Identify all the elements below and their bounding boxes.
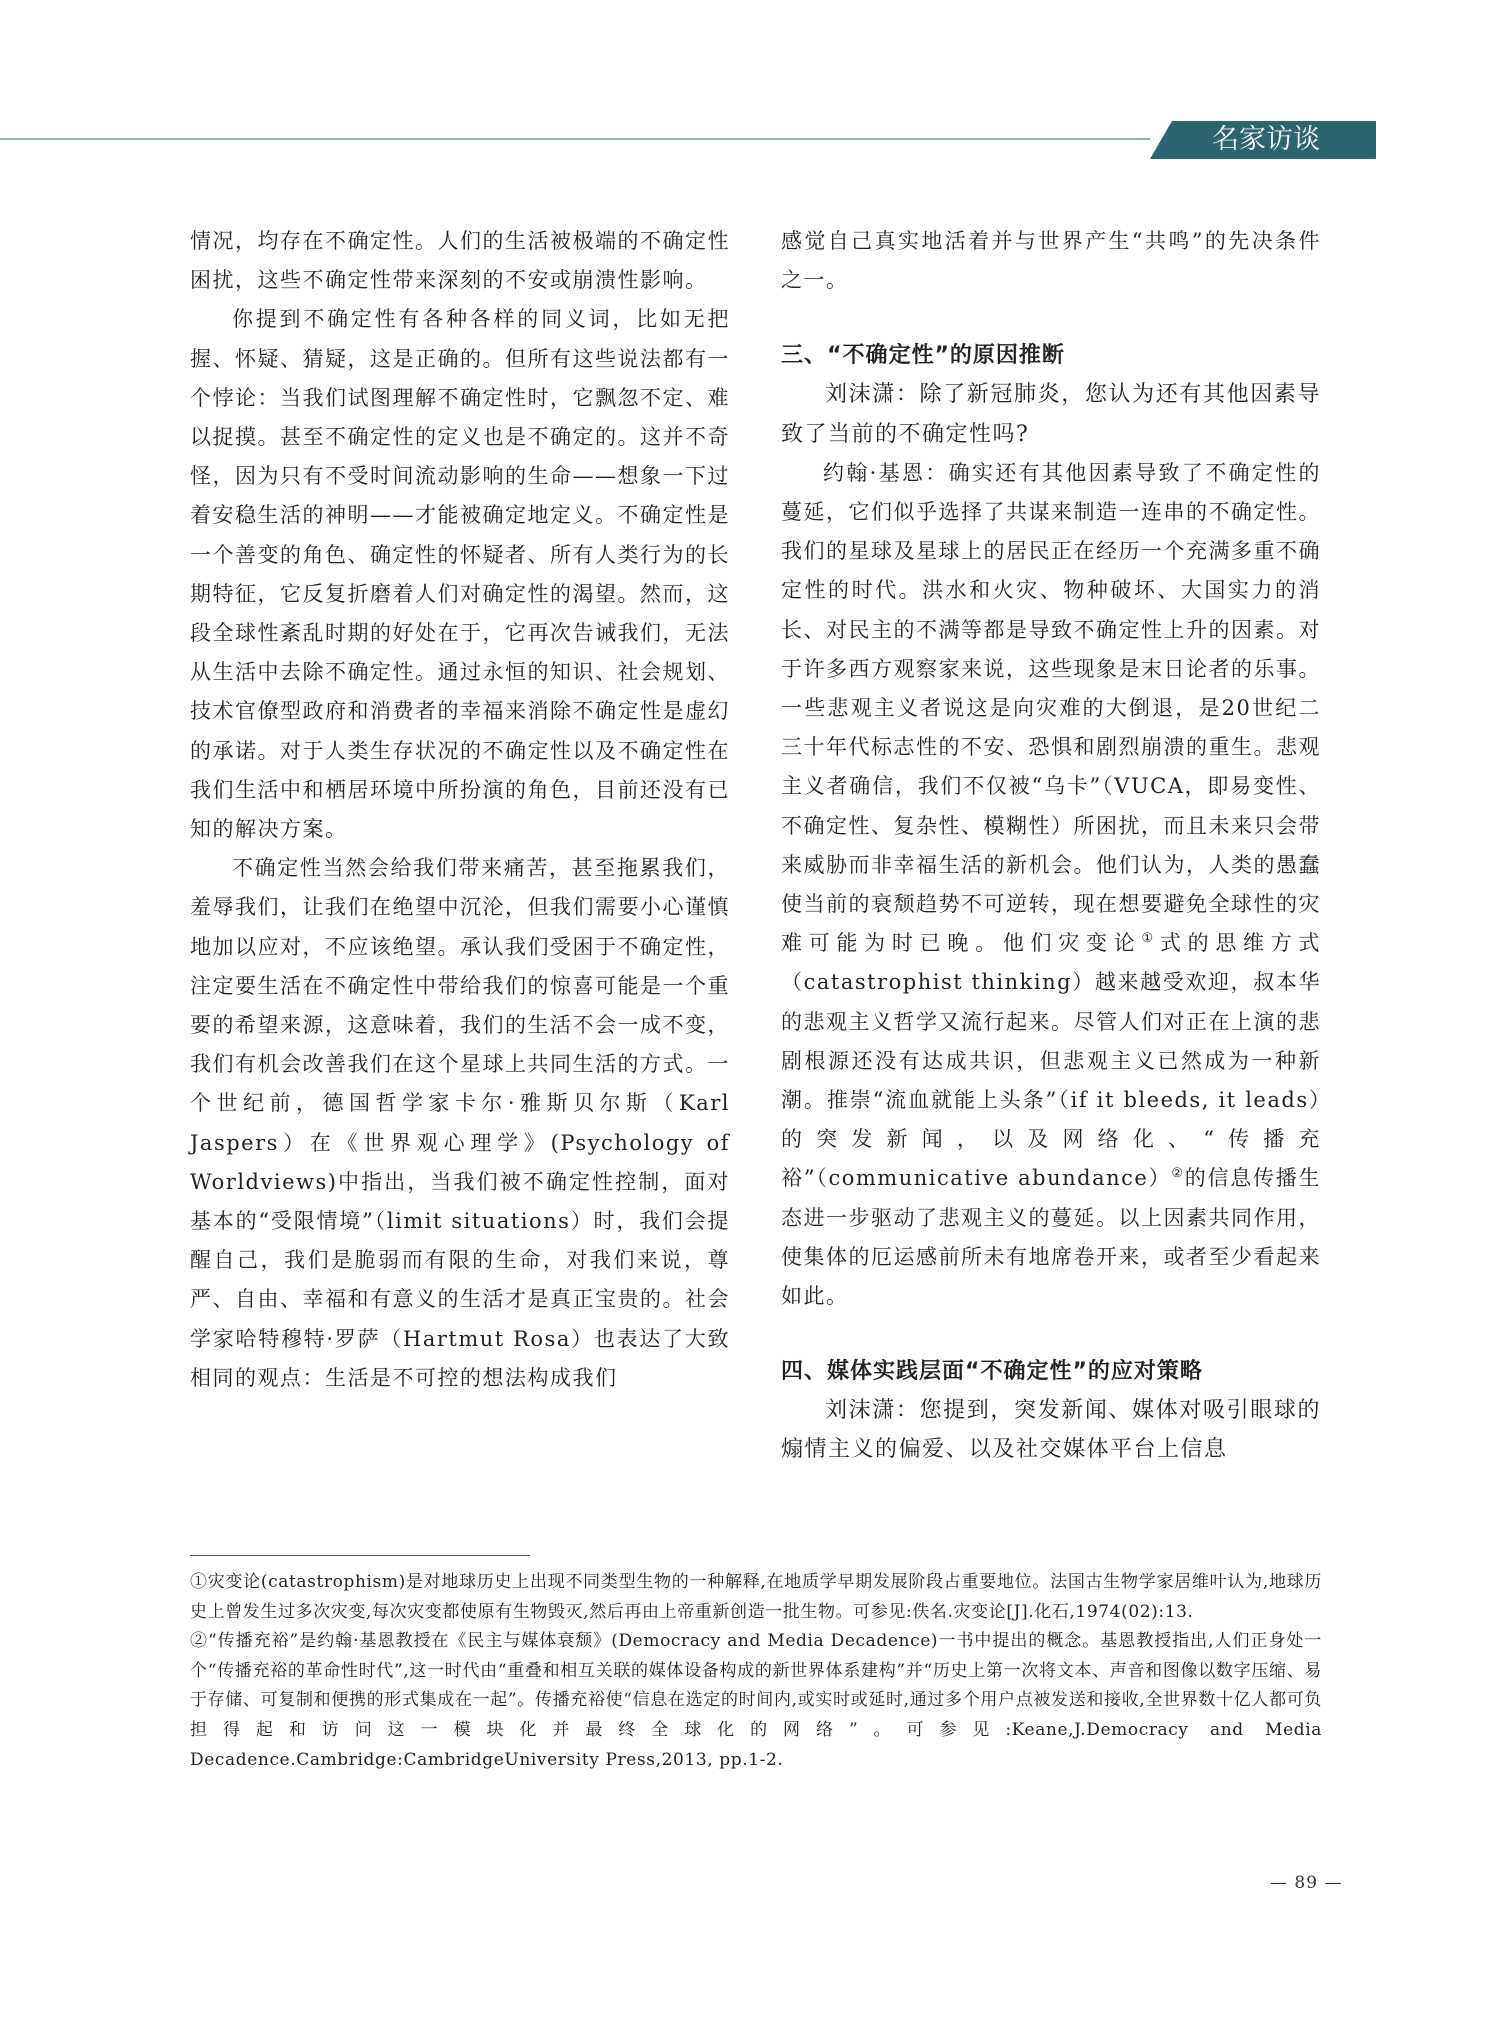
section-tab: 名家访谈 <box>1150 121 1376 159</box>
section-heading: 三、“不确定性”的原因推断 <box>781 343 1065 369</box>
paragraph: 感觉自己真实地活着并与世界产生“共鸣”的先决条件之一。 <box>781 229 1321 293</box>
right-column <box>781 222 1321 1470</box>
paragraph: 不确定性当然会给我们带来痛苦，甚至拖累我们，羞辱我们，让我们在绝望中沉沦，但我们需要小心谨慎地加以应对，不应该绝望。承认我们受困于不确定性，注定要生活在不确定性中带给我们的惊喜可能是一个重要的希望来源，这意味着，我们的生活不会一成不变，我们有机会改善我们在这个星球上共同生活的方式。一个世纪前，德国哲学家卡尔·雅斯贝尔斯（Karl Jaspers）在《世界观心理学》(Psychology of Worldviews)中指出，当我们被不确定性控制，面对基本的“受限情境”（limit situations）时，我们会提醒自己，我们是脆弱而有限的生命，对我们来说，尊严、自由、幸福和有意义的生活才是真正宝贵的。社会学家哈特穆特·罗萨（Hartmut Rosa）也表达了大致相同的观点：生活是不可控的想法构成我们 <box>190 856 730 1390</box>
footnote-1: ①灾变论(catastrophism)是对地球历史上出现不同类型生物的一种解释,在地质学早期发展阶段占重要地位。法国古生物学家居维叶认为,地球历史上曾发生过多次灾变,每次灾变都使原有生物毁灭,然后再由上帝重新创造一批生物。可参见:佚名.灾变论[J].化石,1974(02):13. <box>190 1572 1322 1622</box>
paragraph: 你提到不确定性有各种各样的同义词，比如无把握、怀疑、猜疑，这是正确的。但所有这些说法都有一个悖论：当我们试图理解不确定性时，它飘忽不定、难以捉摸。甚至不确定性的定义也是不确定的。这并不奇怪，因为只有不受时间流动影响的生命——想象一下过着安稳生活的神明——才能被确定地定义。不确定性是一个善变的角色、确定性的怀疑者、所有人类行为的长期特征，它反复折磨着人们对确定性的渴望。然而，这段全球性紊乱时期的好处在于，它再次告诫我们，无法从生活中去除不确定性。通过永恒的知识、社会规划、技术官僚型政府和消费者的幸福来消除不确定性是虚幻的承诺。对于人类生存状况的不确定性以及不确定性在我们生活中和栖居环境中所扮演的角色，目前还没有已知的解决方案。 <box>190 307 730 842</box>
page-number: — 89 — <box>1270 1873 1343 1893</box>
footnote-rule <box>190 1555 530 1556</box>
footnote-2: ②“传播充裕”是约翰·基恩教授在《民主与媒体衰颓》(Democracy and Media Decadence)一书中提出的概念。基恩教授指出,人们正身处一个“传播充裕的革命性时代”,这一时代由“重叠和相互关联的媒体设备构成的新世界体系建构”并“历史上第一次将文本、声音和图像以数字压缩、易于存储、可复制和便携的形式集成在一起”。传播充裕使“信息在选定的时间内,或实时或延时,通过多个用户点被发送和接收,全世界数十亿人都可负担得起和访问这一模块化并最终全球化的网络”。可参见:Keane,J.Democracy and Media Decadence.Cambridge:CambridgeUniversity Press,2013, pp.1-2. <box>190 1631 1322 1770</box>
answer-text: 的信息传播生态进一步驱动了悲观主义的蔓延。以上因素共同作用，使集体的厄运感前所未有地席卷开来，或者至少看起来如此。 <box>781 1166 1322 1309</box>
section-heading: 四、媒体实践层面“不确定性”的应对策略 <box>781 1359 1203 1385</box>
answer-text: 式的思维方式（catastrophist thinking）越来越受欢迎，叔本华的悲观主义哲学又流行起来。尽管人们对正在上演的悲剧根源还没有达成共识，但悲观主义已然成为一种新潮。推崇“流血就能上头条”（if it bleeds, it leads）的突发新闻，以及网络化、“传播充裕”（communicative abundance） <box>781 931 1322 1191</box>
answer-paragraph <box>781 454 1321 1316</box>
question-paragraph: 刘沫潇：除了新冠肺炎，您认为还有其他因素导致了当前的不确定性吗? <box>781 382 1321 447</box>
footnote-ref-1: ① <box>1141 931 1160 947</box>
footnote-ref-2: ② <box>1171 1166 1185 1182</box>
header-rule <box>0 138 1168 140</box>
answer-text: 约翰·基恩：确实还有其他因素导致了不确定性的蔓延，它们似乎选择了共谋来制造一连串的不确定性。我们的星球及星球上的居民正在经历一个充满多重不确定性的时代。洪水和火灾、物种破坏、大国实力的消长、对民主的不满等都是导致不确定性上升的因素。对于许多西方观察家来说，这些现象是末日论者的乐事。一些悲观主义者说这是向灾难的大倒退，是20世纪二三十年代标志性的不安、恐惧和剧烈崩溃的重生。悲观主义者确信，我们不仅被“乌卡”（VUCA，即易变性、不确定性、复杂性、模糊性）所困扰，而且未来只会带来威胁而非幸福生活的新机会。他们认为，人类的愚蠢使当前的衰颓趋势不可逆转，现在想要避免全球性的灾难可能为时已晚。他们灾变论 <box>781 460 1321 956</box>
footnotes <box>190 1568 1322 1775</box>
question-paragraph: 刘沫潇：您提到，突发新闻、媒体对吸引眼球的煽情主义的偏爱、以及社交媒体平台上信息 <box>781 1398 1321 1463</box>
left-column <box>190 222 730 1398</box>
paragraph: 情况，均存在不确定性。人们的生活被极端的不确定性困扰，这些不确定性带来深刻的不安或崩溃性影响。 <box>190 229 730 293</box>
